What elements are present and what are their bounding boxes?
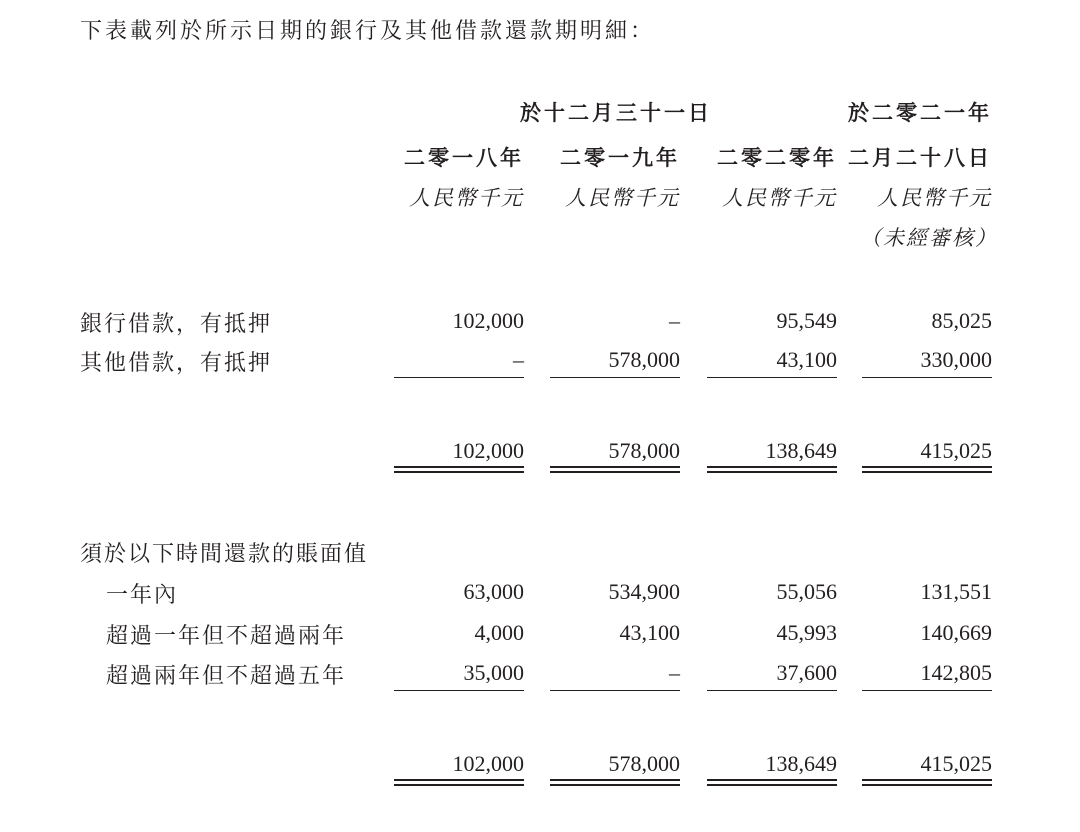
header-group-feb28: 於二零二一年 <box>848 100 992 125</box>
total-double-rule <box>707 779 837 786</box>
cell-value: 95,549 <box>776 308 837 333</box>
total-double-rule <box>550 466 680 473</box>
row-label: 銀行借款，有抵押 <box>80 312 273 337</box>
subtotal-rule <box>862 377 992 378</box>
total-double-rule <box>394 466 524 473</box>
total-double-rule <box>394 779 524 786</box>
unaudited-note: （未經審核） <box>860 226 998 250</box>
cell-value: 85,025 <box>931 308 992 333</box>
subtotal-rule <box>707 377 837 378</box>
total-value: 102,000 <box>452 438 524 463</box>
cell-value: 35,000 <box>463 660 524 685</box>
row-label: 其他借款，有抵押 <box>80 351 273 376</box>
cell-value: 4,000 <box>474 620 524 645</box>
unit-2019: 人民幣千元 <box>565 186 680 210</box>
cell-value: 43,100 <box>776 347 837 372</box>
header-year-2018: 二零一八年 <box>404 145 524 170</box>
subtotal-rule <box>550 690 680 691</box>
cell-value: 142,805 <box>920 660 992 685</box>
cell-value: 131,551 <box>920 579 992 604</box>
header-year-2019: 二零一九年 <box>560 145 680 170</box>
cell-value: – <box>513 347 524 372</box>
subtotal-rule <box>862 690 992 691</box>
total-value: 102,000 <box>452 751 524 776</box>
cell-value: 45,993 <box>776 620 837 645</box>
unit-2018: 人民幣千元 <box>409 186 524 210</box>
total-double-rule <box>862 466 992 473</box>
cell-value: 63,000 <box>463 579 524 604</box>
subtotal-rule <box>550 377 680 378</box>
total-value: 578,000 <box>608 438 680 463</box>
unit-2021: 人民幣千元 <box>877 186 992 210</box>
header-date-feb28: 二月二十八日 <box>848 145 992 170</box>
row-label: 超過兩年但不超過五年 <box>106 664 347 689</box>
cell-value: 43,100 <box>619 620 680 645</box>
subtotal-rule <box>394 690 524 691</box>
total-value: 138,649 <box>765 751 837 776</box>
row-label: 超過一年但不超過兩年 <box>106 624 347 649</box>
cell-value: 578,000 <box>608 347 680 372</box>
row-label: 一年內 <box>106 583 179 608</box>
total-double-rule <box>707 466 837 473</box>
intro-text: 下表載列於所示日期的銀行及其他借款還款期明細： <box>80 19 656 44</box>
total-double-rule <box>550 779 680 786</box>
cell-value: – <box>669 308 680 333</box>
header-group-dec31: 於十二月三十一日 <box>520 100 712 125</box>
cell-value: 330,000 <box>920 347 992 372</box>
subtotal-rule <box>394 377 524 378</box>
total-value: 138,649 <box>765 438 837 463</box>
cell-value: – <box>669 660 680 685</box>
unit-2020: 人民幣千元 <box>722 186 837 210</box>
total-value: 415,025 <box>920 751 992 776</box>
header-year-2020: 二零二零年 <box>717 145 837 170</box>
cell-value: 102,000 <box>452 308 524 333</box>
total-value: 415,025 <box>920 438 992 463</box>
cell-value: 140,669 <box>920 620 992 645</box>
total-value: 578,000 <box>608 751 680 776</box>
section-title: 須於以下時間還款的賬面值 <box>80 542 369 567</box>
cell-value: 37,600 <box>776 660 837 685</box>
cell-value: 534,900 <box>608 579 680 604</box>
cell-value: 55,056 <box>776 579 837 604</box>
total-double-rule <box>862 779 992 786</box>
subtotal-rule <box>707 690 837 691</box>
